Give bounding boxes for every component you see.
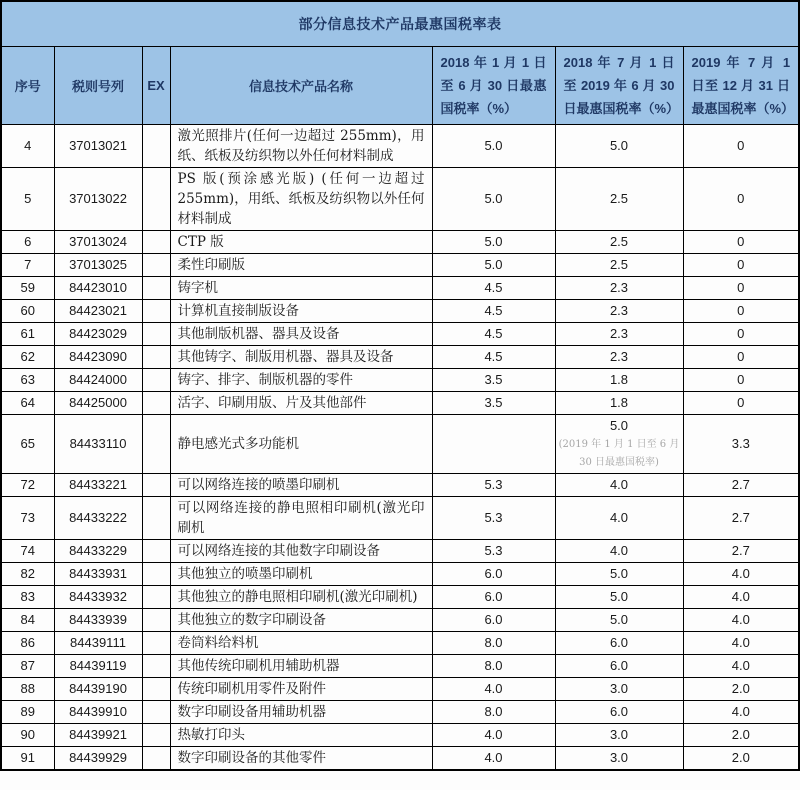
code-cell: 84433939 xyxy=(54,608,142,631)
seq-cell: 4 xyxy=(1,124,54,167)
name-cell: 铸字、排字、制版机器的零件 xyxy=(170,368,432,391)
ex-cell xyxy=(142,253,170,276)
name-cell: 其他制版机器、器具及设备 xyxy=(170,322,432,345)
name-cell: 其他独立的喷墨印刷机 xyxy=(170,562,432,585)
rate2-cell: 4.0 xyxy=(555,473,683,496)
code-cell: 37013022 xyxy=(54,167,142,230)
rate1-cell: 6.0 xyxy=(432,562,555,585)
rate2-cell: 5.0 xyxy=(555,124,683,167)
code-cell: 84439111 xyxy=(54,631,142,654)
seq-cell: 74 xyxy=(1,539,54,562)
rate2-cell: 2.3 xyxy=(555,345,683,368)
code-cell: 84439929 xyxy=(54,746,142,770)
rate3-cell: 0 xyxy=(683,253,799,276)
name-cell: 热敏打印头 xyxy=(170,723,432,746)
seq-cell: 65 xyxy=(1,414,54,473)
rate1-cell: 4.0 xyxy=(432,677,555,700)
rate1-cell: 5.0 xyxy=(432,253,555,276)
table-row xyxy=(1,562,799,585)
rate1-cell: 6.0 xyxy=(432,585,555,608)
seq-cell: 63 xyxy=(1,368,54,391)
table-row xyxy=(1,723,799,746)
ex-cell xyxy=(142,677,170,700)
code-cell: 84425000 xyxy=(54,391,142,414)
name-cell: 活字、印刷用版、片及其他部件 xyxy=(170,391,432,414)
rate1-cell: 5.3 xyxy=(432,539,555,562)
rate1-cell xyxy=(432,414,555,473)
seq-cell: 7 xyxy=(1,253,54,276)
rate3-cell: 0 xyxy=(683,276,799,299)
code-cell: 84433229 xyxy=(54,539,142,562)
rate1-cell: 3.5 xyxy=(432,368,555,391)
table-row xyxy=(1,167,799,230)
rate3-cell: 2.7 xyxy=(683,539,799,562)
seq-cell: 64 xyxy=(1,391,54,414)
code-cell: 84424000 xyxy=(54,368,142,391)
seq-cell: 60 xyxy=(1,299,54,322)
name-cell: 铸字机 xyxy=(170,276,432,299)
table-body xyxy=(1,124,799,770)
name-cell: 可以网络连接的静电照相印刷机(激光印刷机 xyxy=(170,496,432,539)
seq-cell: 5 xyxy=(1,167,54,230)
rate2-cell: 6.0 xyxy=(555,631,683,654)
table-row xyxy=(1,253,799,276)
code-cell: 84439910 xyxy=(54,700,142,723)
name-cell: 可以网络连接的其他数字印刷设备 xyxy=(170,539,432,562)
rate3-cell: 0 xyxy=(683,124,799,167)
rate2-cell: 2.5 xyxy=(555,253,683,276)
table-row xyxy=(1,124,799,167)
ex-cell xyxy=(142,496,170,539)
name-cell: 数字印刷设备的其他零件 xyxy=(170,746,432,770)
ex-cell xyxy=(142,414,170,473)
ex-cell xyxy=(142,654,170,677)
rate2-cell: 2.3 xyxy=(555,299,683,322)
ex-cell xyxy=(142,539,170,562)
col-header-rate-2018h1: 2018 年 1 月 1 日至 6 月 30 日最惠国税率（%） xyxy=(432,46,555,124)
code-cell: 84433932 xyxy=(54,585,142,608)
table-row xyxy=(1,700,799,723)
seq-cell: 62 xyxy=(1,345,54,368)
rate2-cell: 2.5 xyxy=(555,230,683,253)
name-cell: 其他独立的数字印刷设备 xyxy=(170,608,432,631)
rate1-cell: 5.3 xyxy=(432,496,555,539)
ex-cell xyxy=(142,299,170,322)
rate1-cell: 4.5 xyxy=(432,345,555,368)
rate2-cell: 1.8 xyxy=(555,391,683,414)
code-cell: 84433931 xyxy=(54,562,142,585)
ex-cell xyxy=(142,746,170,770)
seq-cell: 86 xyxy=(1,631,54,654)
rate2-cell: 4.0 xyxy=(555,496,683,539)
rate1-cell: 8.0 xyxy=(432,654,555,677)
code-cell: 84433110 xyxy=(54,414,142,473)
rate2-note: (2019 年 1 月 1 日至 6 月 30 日最惠国税率) xyxy=(558,438,680,468)
code-cell: 84439190 xyxy=(54,677,142,700)
seq-cell: 72 xyxy=(1,473,54,496)
name-cell: CTP 版 xyxy=(170,230,432,253)
rate1-cell: 4.5 xyxy=(432,276,555,299)
code-cell: 84423029 xyxy=(54,322,142,345)
rate3-cell: 0 xyxy=(683,167,799,230)
rate1-cell: 6.0 xyxy=(432,608,555,631)
name-cell: 可以网络连接的喷墨印刷机 xyxy=(170,473,432,496)
rate2-cell: 2.3 xyxy=(555,276,683,299)
table-row xyxy=(1,473,799,496)
table-row xyxy=(1,322,799,345)
ex-cell xyxy=(142,608,170,631)
name-cell: 静电感光式多功能机 xyxy=(170,414,432,473)
seq-cell: 87 xyxy=(1,654,54,677)
ex-cell xyxy=(142,631,170,654)
rate1-cell: 5.0 xyxy=(432,124,555,167)
name-cell: 其他独立的静电照相印刷机(激光印刷机) xyxy=(170,585,432,608)
col-header-tariff-code: 税则号列 xyxy=(54,46,142,124)
code-cell: 84439921 xyxy=(54,723,142,746)
rate1-cell: 4.0 xyxy=(432,746,555,770)
rate1-cell: 8.0 xyxy=(432,631,555,654)
ex-cell xyxy=(142,230,170,253)
table-row xyxy=(1,230,799,253)
table-row xyxy=(1,654,799,677)
rate2-cell: 2.3 xyxy=(555,322,683,345)
code-cell: 84433222 xyxy=(54,496,142,539)
code-cell: 37013025 xyxy=(54,253,142,276)
rate2-cell: 3.0 xyxy=(555,677,683,700)
page-title: 部分信息技术产品最惠国税率表 xyxy=(1,1,799,46)
ex-cell xyxy=(142,562,170,585)
seq-cell: 83 xyxy=(1,585,54,608)
rate3-cell: 0 xyxy=(683,322,799,345)
rate3-cell: 4.0 xyxy=(683,700,799,723)
table-row xyxy=(1,585,799,608)
code-cell: 84423021 xyxy=(54,299,142,322)
col-header-seq: 序号 xyxy=(1,46,54,124)
seq-cell: 90 xyxy=(1,723,54,746)
name-cell: 其他铸字、制版用机器、器具及设备 xyxy=(170,345,432,368)
code-cell: 37013024 xyxy=(54,230,142,253)
seq-cell: 89 xyxy=(1,700,54,723)
rate3-cell: 2.7 xyxy=(683,496,799,539)
table-row xyxy=(1,746,799,770)
code-cell: 84439119 xyxy=(54,654,142,677)
rate3-cell: 4.0 xyxy=(683,608,799,631)
rate2-cell: 3.0 xyxy=(555,746,683,770)
table-row xyxy=(1,414,799,473)
rate2-cell: 1.8 xyxy=(555,368,683,391)
table-row xyxy=(1,631,799,654)
rate2-cell: 5.0 xyxy=(555,562,683,585)
ex-cell xyxy=(142,345,170,368)
table-row xyxy=(1,677,799,700)
rate2-cell: 5.0 xyxy=(555,608,683,631)
rate1-cell: 5.0 xyxy=(432,230,555,253)
ex-cell xyxy=(142,723,170,746)
code-cell: 37013021 xyxy=(54,124,142,167)
name-cell: 传统印刷机用零件及附件 xyxy=(170,677,432,700)
rate3-cell: 0 xyxy=(683,391,799,414)
rate3-cell: 4.0 xyxy=(683,631,799,654)
col-header-ex: EX xyxy=(142,46,170,124)
table-row xyxy=(1,276,799,299)
rate1-cell: 4.0 xyxy=(432,723,555,746)
rate2-cell: 6.0 xyxy=(555,700,683,723)
ex-cell xyxy=(142,700,170,723)
rate3-cell: 0 xyxy=(683,345,799,368)
name-cell: 数字印刷设备用辅助机器 xyxy=(170,700,432,723)
rate1-cell: 4.5 xyxy=(432,299,555,322)
ex-cell xyxy=(142,368,170,391)
seq-cell: 91 xyxy=(1,746,54,770)
code-cell: 84433221 xyxy=(54,473,142,496)
title-row xyxy=(1,1,799,46)
rate3-cell: 4.0 xyxy=(683,562,799,585)
name-cell: 激光照排片(任何一边超过 255mm)，用纸、纸板及纺织物以外任何材料制成 xyxy=(170,124,432,167)
rate1-cell: 5.3 xyxy=(432,473,555,496)
col-header-product-name: 信息技术产品名称 xyxy=(170,46,432,124)
ex-cell xyxy=(142,585,170,608)
rate3-cell: 0 xyxy=(683,230,799,253)
name-cell: 柔性印刷版 xyxy=(170,253,432,276)
rate3-cell: 0 xyxy=(683,299,799,322)
ex-cell xyxy=(142,391,170,414)
seq-cell: 88 xyxy=(1,677,54,700)
rate2-cell: 5.0 xyxy=(555,585,683,608)
name-cell: PS 版(预涂感光版) (任何一边超过 255mm)，用纸、纸板及纺织物以外任何材料制成 xyxy=(170,167,432,230)
rate1-cell: 3.5 xyxy=(432,391,555,414)
name-cell: 卷筒料给料机 xyxy=(170,631,432,654)
ex-cell xyxy=(142,167,170,230)
code-cell: 84423010 xyxy=(54,276,142,299)
rate2-cell: 4.0 xyxy=(555,539,683,562)
table-row xyxy=(1,391,799,414)
rate1-cell: 5.0 xyxy=(432,167,555,230)
table-row xyxy=(1,496,799,539)
rate3-cell: 4.0 xyxy=(683,654,799,677)
ex-cell xyxy=(142,322,170,345)
ex-cell xyxy=(142,473,170,496)
ex-cell xyxy=(142,276,170,299)
column-header-row xyxy=(1,46,799,124)
col-header-rate-2019h2: 2019 年 7 月 1 日至 12 月 31 日最惠国税率（%） xyxy=(683,46,799,124)
rate3-cell: 2.0 xyxy=(683,746,799,770)
table-row xyxy=(1,539,799,562)
col-header-rate-2018h2-2019h1: 2018 年 7 月 1 日至 2019 年 6 月 30 日最惠国税率（%） xyxy=(555,46,683,124)
seq-cell: 73 xyxy=(1,496,54,539)
seq-cell: 61 xyxy=(1,322,54,345)
code-cell: 84423090 xyxy=(54,345,142,368)
rate1-cell: 4.5 xyxy=(432,322,555,345)
name-cell: 计算机直接制版设备 xyxy=(170,299,432,322)
rate2-cell: 5.0 (2019 年 1 月 1 日至 6 月 30 日最惠国税率) xyxy=(555,414,683,473)
rate3-cell: 2.0 xyxy=(683,677,799,700)
rate3-cell: 0 xyxy=(683,368,799,391)
table-row xyxy=(1,345,799,368)
rate2-cell: 2.5 xyxy=(555,167,683,230)
rate2-cell: 3.0 xyxy=(555,723,683,746)
table-row xyxy=(1,608,799,631)
rate3-cell: 3.3 xyxy=(683,414,799,473)
rate3-cell: 4.0 xyxy=(683,585,799,608)
name-cell: 其他传统印刷机用辅助机器 xyxy=(170,654,432,677)
seq-cell: 84 xyxy=(1,608,54,631)
rate1-cell: 8.0 xyxy=(432,700,555,723)
table-row xyxy=(1,299,799,322)
rate3-cell: 2.0 xyxy=(683,723,799,746)
seq-cell: 6 xyxy=(1,230,54,253)
rate2-cell: 6.0 xyxy=(555,654,683,677)
ex-cell xyxy=(142,124,170,167)
rate3-cell: 2.7 xyxy=(683,473,799,496)
table-row xyxy=(1,368,799,391)
seq-cell: 82 xyxy=(1,562,54,585)
seq-cell: 59 xyxy=(1,276,54,299)
